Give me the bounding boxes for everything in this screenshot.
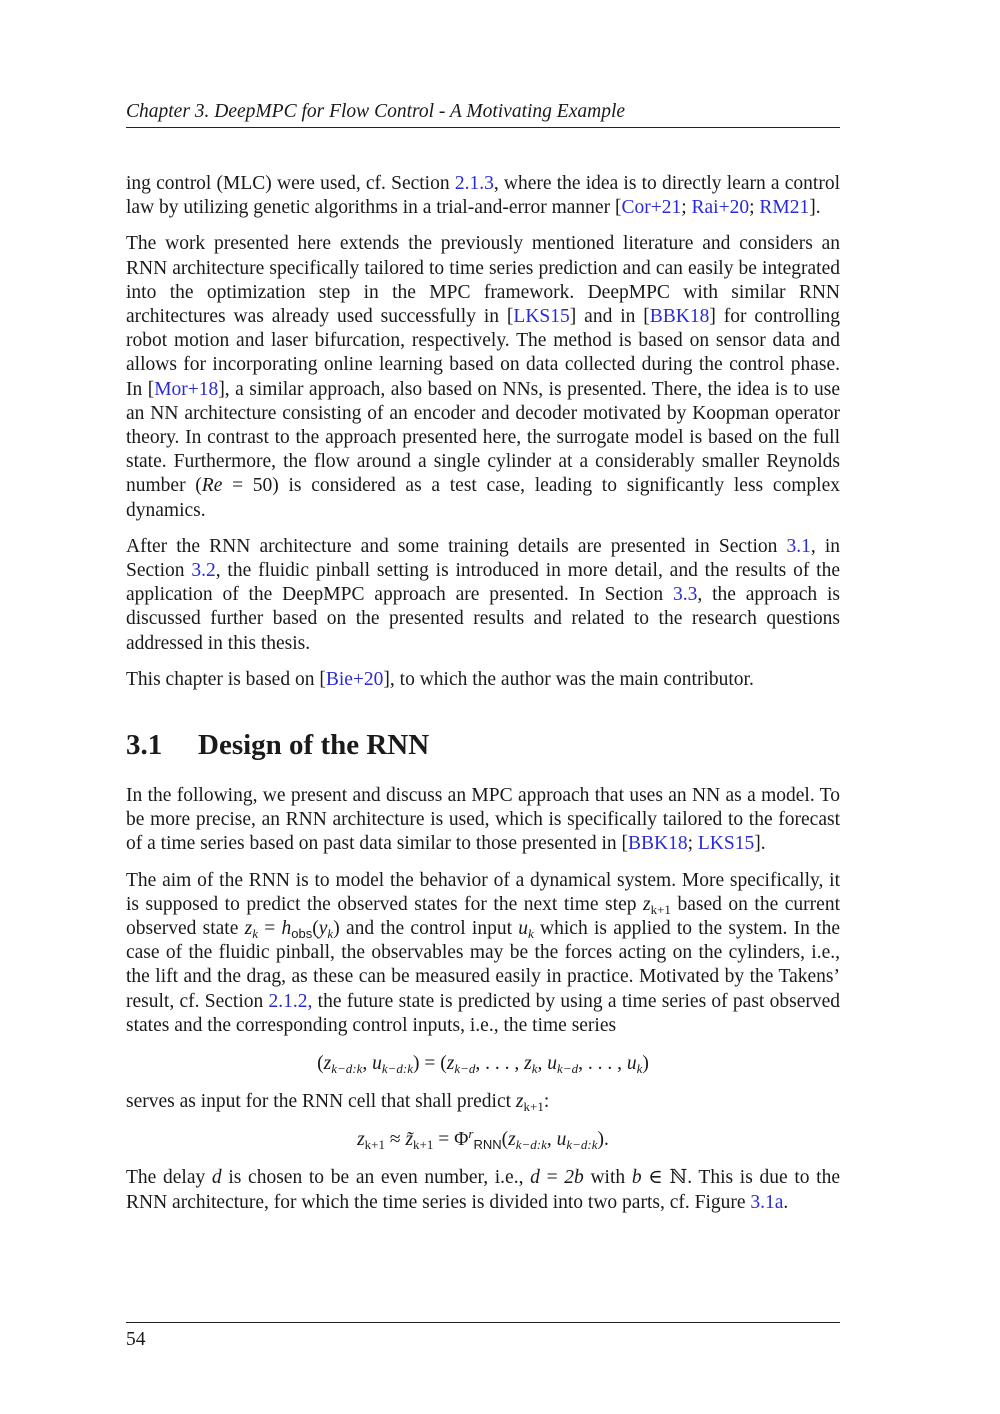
text: . This is due to the RNN architecture, for which the time series is divided into two parts, cf. Figure bbox=[126, 1167, 840, 1213]
text: with bbox=[583, 1167, 632, 1189]
text: The aim of the RNN is to model the behavior of a dynamical system. More specifically, it is supposed to predict the observed states for the next time step bbox=[126, 869, 840, 915]
math-op: = bbox=[433, 1129, 455, 1151]
math-var: z bbox=[357, 1129, 365, 1151]
text: The delay bbox=[126, 1167, 212, 1189]
math-re-value: = 50 bbox=[222, 475, 273, 497]
text: , where the idea is to directly learn a control law by utilizing genetic algorithms in a trial-and-error manner [ bbox=[126, 173, 840, 219]
math-var: d bbox=[211, 1167, 222, 1189]
math-sub: k−d:k bbox=[515, 1137, 547, 1153]
paragraph-mlc bbox=[126, 172, 840, 220]
math-var: u bbox=[547, 1053, 558, 1075]
ref-section-3-1[interactable]: 3.1 bbox=[786, 535, 811, 557]
math-sub: k−d bbox=[454, 1061, 476, 1077]
math-sub: RNN bbox=[473, 1137, 502, 1153]
page bbox=[126, 98, 840, 1227]
cite-rai20[interactable]: Rai+20 bbox=[691, 197, 750, 219]
page-number: 54 bbox=[126, 1329, 146, 1350]
text: , the approach is discussed further based on the presented results and related to the research questions addressed in this thesis. bbox=[126, 584, 840, 654]
cite-lks15[interactable]: LKS15 bbox=[697, 833, 755, 855]
cite-rm21[interactable]: RM21 bbox=[759, 197, 810, 219]
math-var: 2b bbox=[564, 1167, 584, 1189]
math-var: u bbox=[518, 918, 529, 940]
text: ] for controlling robot motion and laser bifurcation, respectively. The method is based on sensor data and allows for incorporating online learning based on data collected during the control phase. In [ bbox=[126, 306, 840, 400]
text: ing control (MLC) were used, cf. Section bbox=[126, 173, 455, 194]
math-u-k bbox=[518, 918, 534, 942]
paragraph-serves-as-input: serves as input for the RNN cell that shall predict $z_{k+1}$: bbox=[126, 1091, 550, 1115]
text: and the control input bbox=[339, 918, 519, 940]
cite-lks15[interactable]: LKS15 bbox=[513, 306, 570, 328]
math-sub: k−d:k bbox=[331, 1061, 363, 1077]
math-sub: k bbox=[636, 1061, 643, 1077]
text: which is applied to the system. In the case of the fluidic pinball, the observables may be the forces acting on the cylinders, i.e., the lift and the drag, as these can be measured easily in practice. Motivated by the Takens’ result, cf. Section bbox=[126, 918, 840, 1012]
text: the future state is predicted by using a time series of past observed states and the corresponding control inputs, i.e., the time series bbox=[126, 990, 841, 1036]
math-sub: k bbox=[327, 926, 334, 942]
text: ], to which the author was the main contributor. bbox=[383, 668, 754, 690]
math-sub: k+1 bbox=[413, 1137, 434, 1153]
math-sub: k−d:k bbox=[566, 1137, 598, 1153]
math-op: = bbox=[258, 918, 282, 940]
paragraph-intro bbox=[126, 784, 840, 857]
math-sub: k bbox=[252, 926, 259, 942]
page-footer bbox=[126, 1322, 840, 1351]
math-var: u bbox=[372, 1053, 382, 1075]
math-var: z bbox=[515, 1091, 524, 1113]
math-var: y bbox=[318, 918, 328, 940]
ref-section-3-3[interactable]: 3.3 bbox=[673, 584, 698, 606]
ref-figure-3-1a[interactable]: 3.1a bbox=[750, 1191, 784, 1213]
text: ], a similar approach, also based on NNs, is presented. There, the idea is to use an NN architecture consisting of an encoder and decoder motivated by Koopman operator theory. In contrast to the approach presented here, the surrogate model is based on the full state. Furthermore, the flow around a single cylinder at a considerably smaller Reynolds number ( bbox=[126, 378, 840, 497]
math-op: , . . . , bbox=[578, 1053, 627, 1075]
text: After the RNN architecture and some training details are presented in Section bbox=[126, 535, 787, 557]
ref-section-2-1-3[interactable]: 2.1.3 bbox=[454, 173, 494, 194]
math-var: z bbox=[524, 1053, 532, 1075]
math-naturals: ℕ bbox=[669, 1167, 688, 1189]
math-sub: k−d bbox=[557, 1061, 579, 1077]
math-sub: obs bbox=[291, 926, 313, 942]
ref-section-3-2[interactable]: 3.2 bbox=[191, 560, 216, 582]
math-var: b bbox=[631, 1167, 642, 1189]
math-op: = bbox=[419, 1053, 441, 1075]
math-var: d bbox=[530, 1167, 540, 1189]
page-body bbox=[126, 172, 840, 1215]
text: ; bbox=[681, 197, 692, 219]
text: ]. bbox=[809, 197, 821, 219]
math-sub: k+1 bbox=[364, 1137, 385, 1153]
text: based on the current observed state bbox=[126, 893, 840, 940]
equation-rnn-prediction: $z_{k+1}$ ≈ $z̃_{k+1} = \Phi^r_{RNN}(z_{k-d:k}$, $u_{k-d:k}$). bbox=[357, 1126, 609, 1153]
math-var: z bbox=[244, 918, 253, 940]
text: . bbox=[783, 1191, 789, 1213]
section-heading bbox=[126, 728, 840, 762]
paragraph-based-on bbox=[126, 668, 840, 692]
math-re: Re bbox=[201, 475, 223, 497]
cite-cor21[interactable]: Cor+21 bbox=[621, 197, 682, 219]
section-title: Design of the RNN bbox=[198, 729, 430, 762]
math-var: h bbox=[281, 918, 292, 940]
cite-bbk18[interactable]: BBK18 bbox=[649, 306, 710, 328]
text: , the fluidic pinball setting is introduced in more detail, and the results of the application of the DeepMPC approach are presented. In Section bbox=[126, 560, 841, 606]
math-op: ≈ bbox=[385, 1129, 406, 1151]
paragraph-rnn-aim bbox=[126, 869, 840, 1038]
math-observed-state: $z_k = h_{obs}(y_k)$ bbox=[244, 918, 340, 942]
math-var: u bbox=[626, 1053, 637, 1075]
math-var: z bbox=[323, 1053, 332, 1075]
math-sub: k bbox=[531, 1061, 538, 1077]
section-number: 3.1 bbox=[126, 729, 163, 762]
math-op: ∈ bbox=[641, 1167, 670, 1189]
math-var: z bbox=[643, 893, 651, 915]
text: The work presented here extends the previously mentioned literature and considers an RNN architecture specifically tailored to time series prediction and can easily be integrated into the optimization step in the MPC framework. DeepMPC with similar RNN architectures was already used successfully in [ bbox=[126, 233, 840, 328]
math-op: , . . . , bbox=[475, 1053, 525, 1075]
paragraph-related-work bbox=[126, 232, 840, 522]
math-sub: k+1 bbox=[523, 1099, 544, 1115]
math-phi: Φ bbox=[454, 1129, 469, 1151]
math-var: u bbox=[556, 1129, 567, 1151]
text: ; bbox=[687, 833, 698, 855]
math-op: = bbox=[539, 1167, 565, 1189]
text: In the following, we present and discuss an MPC approach that uses an NN as a model. To be more precise, an RNN architecture is used, which is specifically tailored to the forecast of a time series based on past data similar to those presented in [ bbox=[126, 785, 840, 855]
cite-bie20[interactable]: Bie+20 bbox=[325, 668, 384, 690]
text: , in Section bbox=[126, 535, 840, 582]
cite-bbk18[interactable]: BBK18 bbox=[627, 833, 688, 855]
text: ) is considered as a test case, leading to significantly less complex dynamics. bbox=[126, 475, 841, 521]
math-var: z bbox=[508, 1129, 516, 1151]
math-sub: k+1 bbox=[650, 901, 671, 917]
paragraph-outline bbox=[126, 535, 840, 656]
math-sub: k bbox=[528, 926, 534, 942]
math-var: z bbox=[446, 1053, 455, 1075]
text: This chapter is based on [ bbox=[126, 668, 326, 690]
math-z-tilde: z̃ bbox=[405, 1129, 414, 1151]
math-sup: r bbox=[468, 1126, 474, 1142]
text: ; bbox=[749, 197, 760, 219]
text: ] and in [ bbox=[569, 306, 650, 328]
cite-mor18[interactable]: Mor+18 bbox=[154, 378, 219, 400]
running-header: Chapter 3. DeepMPC for Flow Control - A Motivating Example bbox=[126, 98, 840, 128]
text: ]. bbox=[754, 833, 766, 855]
text: is chosen to be an even number, i.e., bbox=[221, 1167, 531, 1189]
text: serves as input for the RNN cell that shall predict bbox=[126, 1091, 516, 1113]
ref-section-2-1-2[interactable]: 2.1.2, bbox=[268, 990, 313, 1012]
math-z-k1 bbox=[643, 894, 671, 915]
math-sub: k−d:k bbox=[381, 1061, 414, 1077]
paragraph-delay bbox=[126, 1166, 840, 1214]
equation-time-series: ($z_{k-d:k}$, $u_{k-d:k}) = (z_{k-d}$, . . . , $z_k$, $u_{k-d}$, . . . , $u_k$) bbox=[317, 1053, 649, 1077]
